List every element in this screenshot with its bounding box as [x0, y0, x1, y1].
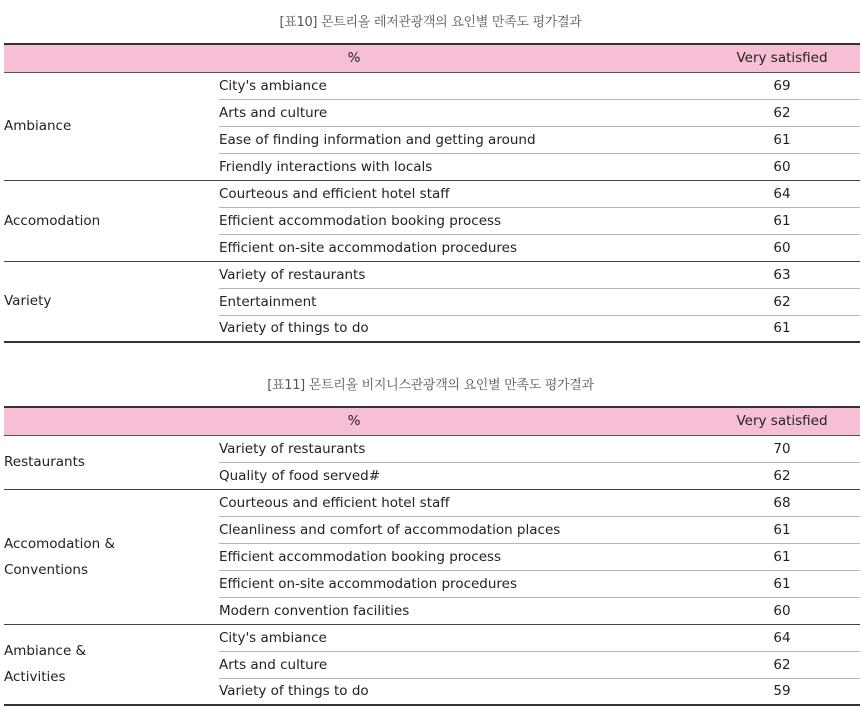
row-value: 59 [704, 678, 860, 705]
row-item: Variety of things to do [219, 315, 704, 342]
table-row [4, 72, 860, 99]
row-value: 64 [704, 180, 860, 207]
row-value: 68 [704, 489, 860, 516]
row-value: 60 [704, 234, 860, 261]
row-value: 63 [704, 261, 860, 288]
table11-header-row [4, 407, 860, 435]
row-item: Modern convention facilities [219, 597, 704, 624]
table-row [4, 180, 860, 207]
row-item: Courteous and efficient hotel staff [219, 489, 704, 516]
table10 [4, 43, 860, 343]
category-ambiance: Ambiance [4, 72, 219, 180]
row-item: Variety of restaurants [219, 261, 704, 288]
row-value: 69 [704, 72, 860, 99]
table11-caption: [표11] 몬트리올 비지니스관광객의 요인별 만족도 평가결과 [267, 378, 594, 393]
row-value: 61 [704, 126, 860, 153]
row-item: Ease of finding information and getting around [219, 126, 704, 153]
row-item: City's ambiance [219, 624, 704, 651]
row-item: Efficient accommodation booking process [219, 543, 704, 570]
row-value: 60 [704, 153, 860, 180]
row-value: 62 [704, 288, 860, 315]
row-item: Quality of food served# [219, 462, 704, 489]
header-percent: % [4, 44, 704, 72]
header-very-satisfied: Very satisfied [704, 407, 860, 435]
row-value: 61 [704, 543, 860, 570]
row-item: City's ambiance [219, 72, 704, 99]
row-value: 62 [704, 462, 860, 489]
row-item: Courteous and efficient hotel staff [219, 180, 704, 207]
row-value: 61 [704, 516, 860, 543]
row-value: 61 [704, 315, 860, 342]
category-accomodation: Accomodation [4, 180, 219, 261]
category-ambiance-activities [4, 624, 219, 705]
category-line: Activities [4, 669, 66, 686]
header-very-satisfied: Very satisfied [704, 44, 860, 72]
table10-caption: [표10] 몬트리올 레저관광객의 요인별 만족도 평가결과 [279, 15, 582, 30]
row-value: 70 [704, 435, 860, 462]
row-item: Arts and culture [219, 99, 704, 126]
row-item: Arts and culture [219, 651, 704, 678]
category-restaurants: Restaurants [4, 435, 219, 489]
header-percent: % [4, 407, 704, 435]
row-value: 61 [704, 570, 860, 597]
category-line: Accomodation & [4, 535, 116, 552]
row-item: Cleanliness and comfort of accommodation places [219, 516, 704, 543]
table-row [4, 261, 860, 288]
row-item: Efficient on-site accommodation procedures [219, 234, 704, 261]
row-value: 62 [704, 99, 860, 126]
table-row [4, 624, 860, 651]
row-item: Entertainment [219, 288, 704, 315]
row-value: 60 [704, 597, 860, 624]
row-value: 61 [704, 207, 860, 234]
table11 [4, 406, 860, 706]
category-line: Ambiance & [4, 643, 87, 660]
table-row [4, 489, 860, 516]
table10-header-row [4, 44, 860, 72]
row-item: Variety of restaurants [219, 435, 704, 462]
row-item: Efficient on-site accommodation procedures [219, 570, 704, 597]
row-item: Variety of things to do [219, 678, 704, 705]
row-item: Efficient accommodation booking process [219, 207, 704, 234]
category-line: Conventions [4, 561, 88, 578]
row-value: 64 [704, 624, 860, 651]
category-variety: Variety [4, 261, 219, 342]
category-accomodation-conventions [4, 489, 219, 624]
table-row [4, 435, 860, 462]
row-value: 62 [704, 651, 860, 678]
row-item: Friendly interactions with locals [219, 153, 704, 180]
